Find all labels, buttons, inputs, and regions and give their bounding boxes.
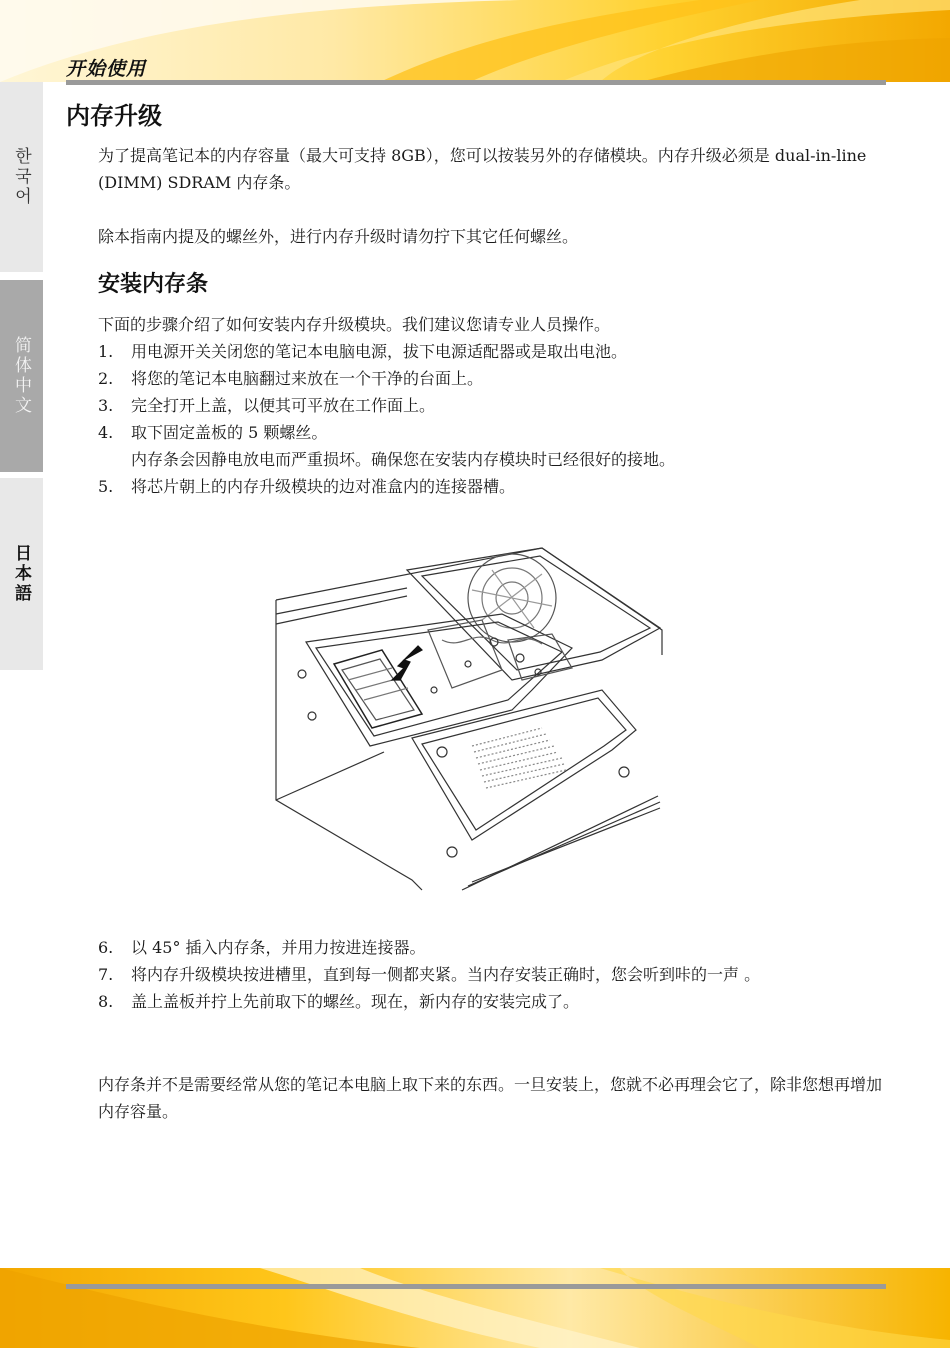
list-item <box>98 961 888 988</box>
step-text: 完全打开上盖，以便其可平放在工作面上。 <box>131 396 436 415</box>
laptop-underside-drawing <box>272 540 664 896</box>
tab-japanese[interactable] <box>0 478 43 670</box>
tab-simplified-chinese-label: 简体中文 <box>11 336 31 416</box>
header-rule <box>66 80 886 85</box>
steps-list-b <box>98 934 888 1015</box>
intro-paragraph-2: 除本指南内提及的螺丝外，进行内存升级时请勿拧下其它任何螺丝。 <box>98 227 579 246</box>
list-item <box>98 365 888 392</box>
footer-banner <box>0 1268 950 1348</box>
section-heading: 安装内存条 <box>98 272 209 297</box>
install-lead: 下面的步骤介绍了如何安装内存升级模块。我们建议您请专业人员操作。 <box>98 315 611 334</box>
step-number: 6. <box>98 938 114 957</box>
list-item <box>98 988 888 1015</box>
list-item <box>98 446 888 473</box>
tab-korean-label: 한국어 <box>11 147 31 207</box>
tab-korean[interactable] <box>0 82 43 272</box>
list-item <box>98 473 888 500</box>
steps-list-a <box>98 338 888 500</box>
step-text: 盖上盖板并拧上先前取下的螺丝。现在，新内存的安装完成了。 <box>131 992 580 1011</box>
memory-install-illustration <box>272 540 664 896</box>
closing-paragraph: 内存条并不是需要经常从您的笔记本电脑上取下来的东西。一旦安装上，您就不必再理会它了，除非您想再增加内存容量。 <box>98 1075 883 1121</box>
intro-paragraph-1: 为了提高笔记本的内存容量（最大可支持 8GB），您可以按装另外的存储模块。内存升级必须是 dual-in-line (DIMM) SDRAM 内存条。 <box>98 146 867 192</box>
section-label: 开始使用 <box>66 58 147 80</box>
step-number <box>98 446 131 473</box>
step-number: 7. <box>98 965 114 984</box>
list-item <box>98 934 888 961</box>
tab-japanese-label: 日本語 <box>11 544 31 604</box>
step-number: 3. <box>98 396 114 415</box>
tab-simplified-chinese[interactable] <box>0 280 43 472</box>
footer-rule <box>66 1284 886 1289</box>
list-item <box>98 338 888 365</box>
step-text: 将您的笔记本电脑翻过来放在一个干净的台面上。 <box>131 369 484 388</box>
step-text: 将芯片朝上的内存升级模块的边对准盒内的连接器槽。 <box>131 477 516 496</box>
list-item <box>98 392 888 419</box>
step-text: 以 45° 插入内存条，并用力按进连接器。 <box>131 938 426 957</box>
step-text: 用电源开关关闭您的笔记本电脑电源，拔下电源适配器或是取出电池。 <box>131 342 628 361</box>
step-number: 1. <box>98 342 114 361</box>
step-number: 5. <box>98 477 114 496</box>
step-note: 内存条会因静电放电而严重损坏。确保您在安装内存模块时已经很好的接地。 <box>131 450 676 469</box>
step-text: 将内存升级模块按进槽里，直到每一侧都夹紧。当内存安装正确时，您会听到咔的一声 。 <box>131 965 761 984</box>
step-number: 4. <box>98 423 114 442</box>
footer-swoosh-graphic <box>0 1268 950 1348</box>
step-number: 2. <box>98 369 114 388</box>
page-title: 内存升级 <box>66 102 162 130</box>
step-text: 取下固定盖板的 5 颗螺丝。 <box>131 423 328 442</box>
list-item <box>98 419 888 446</box>
step-number: 8. <box>98 992 114 1011</box>
